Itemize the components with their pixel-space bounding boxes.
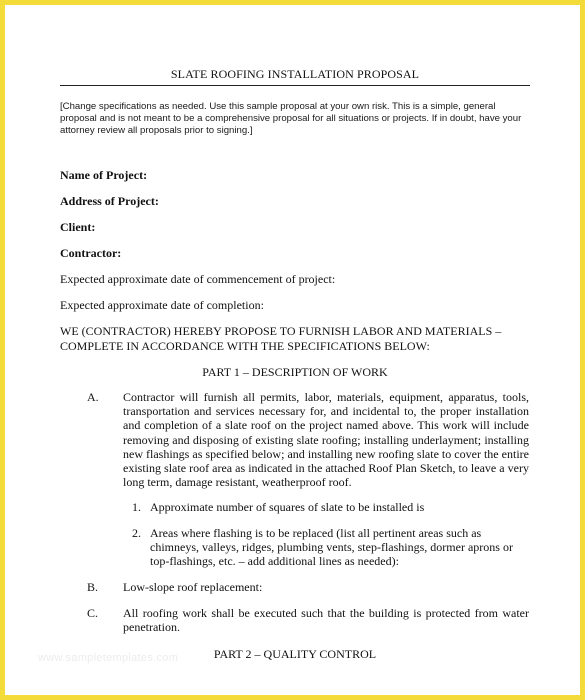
field-contractor: Contractor: <box>60 246 122 260</box>
subitem-2-marker: 2. <box>132 526 141 540</box>
field-project-address: Address of Project: <box>60 194 159 208</box>
document-page <box>5 5 580 695</box>
item-a-letter: A. <box>87 390 99 404</box>
field-project-name: Name of Project: <box>60 168 148 182</box>
item-a-text: Contractor will furnish all permits, labor, materials, equipment, apparatus, tools, transportation and services necessary for, and incidental to, the proper installation and completion of a slate roof on the project named above. This work will include removing and disposing of existing slate roofing; installing underlayment; installing new flashings as specified below; and installing new roofing slate to cover the entire existing slate roof area as indicated in the attached Roof Plan Sketch, to leave a very long term, damage resistant, weatherproof roof. <box>123 390 529 490</box>
subitem-1-text: Approximate number of squares of slate to be installed is <box>150 500 425 514</box>
field-client: Client: <box>60 220 96 234</box>
field-commencement-date: Expected approximate date of commencement of project: <box>60 272 336 286</box>
document-title: SLATE ROOFING INSTALLATION PROPOSAL <box>60 67 530 86</box>
field-completion-date: Expected approximate date of completion: <box>60 298 264 312</box>
item-b-text: Low-slope roof replacement: <box>123 580 263 594</box>
item-c-letter: C. <box>87 606 99 620</box>
item-b-letter: B. <box>87 580 99 594</box>
part1-heading: PART 1 – DESCRIPTION OF WORK <box>202 365 388 379</box>
subitem-2-text: Areas where flashing is to be replaced (list all pertinent areas such as chimneys, valleys, ridges, plumbing vents, step-flashings, dormer aprons or top-flashings, etc. – add additional lines as needed): <box>150 526 513 569</box>
item-c-text: All roofing work shall be executed such that the building is protected from water penetration. <box>123 606 529 635</box>
proposal-statement: WE (CONTRACTOR) HEREBY PROPOSE TO FURNISH LABOR AND MATERIALS – COMPLETE IN ACCORDANCE WITH THE SPECIFICATIONS BELOW: <box>60 324 502 353</box>
part2-heading: PART 2 – QUALITY CONTROL <box>213 647 377 661</box>
watermark-text: www.sampletemplates.com <box>38 652 179 664</box>
subitem-1-marker: 1. <box>132 500 141 514</box>
disclaimer-text: [Change specifications as needed. Use this sample proposal at your own risk. This is a simple, general proposal and is not meant to be a comprehensive proposal for all situations or projects. If in doubt, have your attorney review all proposals prior to signing.] <box>60 101 522 136</box>
